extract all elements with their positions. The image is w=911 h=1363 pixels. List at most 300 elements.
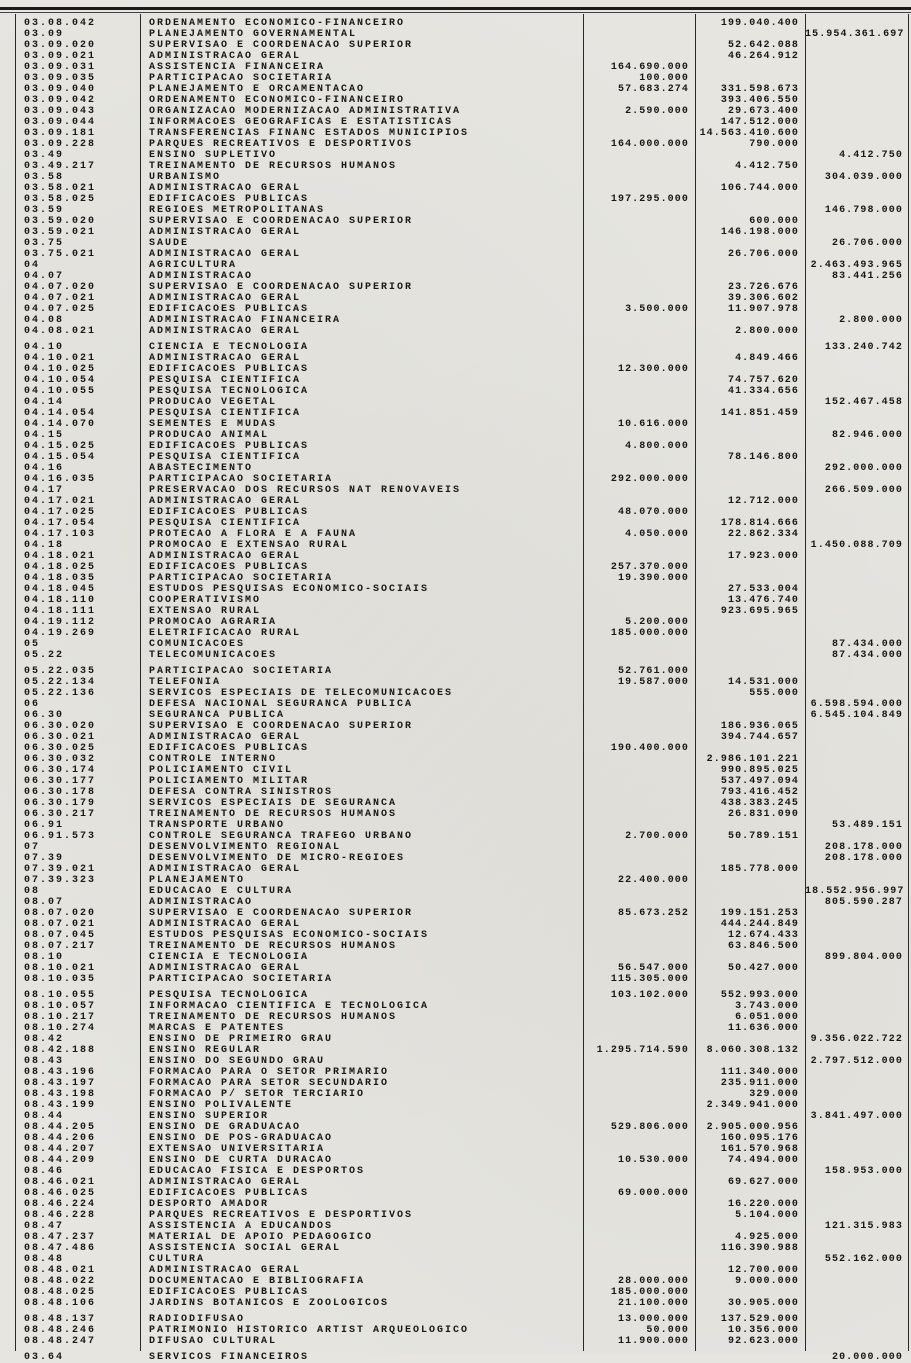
description-cell: PARQUES RECREATIVOS E DESPORTIVOS [149,1210,414,1221]
table-row [15,666,908,677]
code-cell: 03.09.043 [24,106,97,117]
table-row [15,1155,908,1166]
code-cell: 08.07.020 [24,908,97,919]
amount-col1-cell: 257.370.000 [610,562,689,573]
code-cell: 08.46.224 [24,1199,97,1210]
amount-col2-cell: 161.570.968 [720,1144,799,1155]
code-cell: 04.15 [24,430,65,441]
amount-col3-cell: 208.178.000 [824,853,903,864]
amount-col3-cell: 152.467.458 [824,397,903,408]
code-cell: 08.43.198 [24,1089,97,1100]
table-row [15,584,908,595]
amount-col2-cell: 2.905.000.956 [706,1122,799,1133]
code-cell: 08.48.246 [24,1325,97,1336]
description-cell: DESENVOLVIMENTO DE MICRO-REGIOES [149,853,406,864]
table-row [15,952,908,963]
description-cell: PARTICIPACAO SOCIETARIA [149,474,334,485]
description-cell: ENSINO DE CURTA DURACAO [149,1155,334,1166]
code-cell: 08.47 [24,1221,65,1232]
amount-col1-cell: 197.295.000 [610,194,689,205]
amount-col2-cell: 2.800.000 [735,326,799,337]
code-cell: 04.18.045 [24,584,97,595]
code-cell: 03.59.020 [24,216,97,227]
amount-col2-cell: 137.529.000 [720,1314,799,1325]
amount-col3-cell: 6.545.104.849 [810,710,903,721]
table-row [15,397,908,408]
table-row [15,1111,908,1122]
code-cell: 05.22.035 [24,666,97,677]
description-cell: ADMINISTRACAO GERAL [149,249,302,260]
code-cell: 04.18.021 [24,551,97,562]
amount-col1-cell: 19.390.000 [617,573,689,584]
description-cell: ELETRIFICACAO RURAL [149,628,302,639]
code-cell: 07.39 [24,853,65,864]
table-row [15,249,908,260]
table-row [15,452,908,463]
description-cell: ADMINISTRACAO GERAL [149,919,302,930]
code-cell: 04.08 [24,315,65,326]
code-cell: 04.16 [24,463,65,474]
description-cell: ENSINO DO SEGUNDO GRAU [149,1056,326,1067]
amount-col2-cell: 111.340.000 [720,1067,799,1078]
description-cell: MARCAS E PATENTES [149,1023,286,1034]
code-cell: 08.43.199 [24,1100,97,1111]
amount-col2-cell: 5.104.000 [735,1210,799,1221]
code-cell: 08.10.021 [24,963,97,974]
code-cell: 03.09.181 [24,128,97,139]
amount-col1-cell: 52.761.000 [617,666,689,677]
table-row [15,1276,908,1287]
description-cell: ASSISTENCIA SOCIAL GERAL [149,1243,342,1254]
code-cell: 04.10 [24,342,65,353]
description-cell: EDIFICACOES PUBLICAS [149,304,310,315]
description-cell: ENSINO SUPLETIVO [149,150,278,161]
description-cell: ENSINO POLIVALENTE [149,1100,294,1111]
code-cell: 04.18.025 [24,562,97,573]
table-row [15,326,908,337]
description-cell: EXTENSAO UNIVERSITARIA [149,1144,326,1155]
description-cell: ADMINISTRACAO GERAL [149,183,302,194]
description-cell: TRANSPORTE URBANO [149,820,286,831]
description-cell: COMUNICACOES [149,639,246,650]
description-cell: ESTUDOS PESQUISAS ECONOMICO-SOCIAIS [149,584,430,595]
table-row [15,18,908,29]
amount-col3-cell: 4.412.750 [839,150,903,161]
table-row [15,941,908,952]
table-row [15,776,908,787]
code-cell: 06.30.025 [24,743,97,754]
description-cell: EDIFICACOES PUBLICAS [149,194,310,205]
amount-col1-cell: 2.590.000 [625,106,689,117]
table-row [15,930,908,941]
code-cell: 03.75 [24,238,65,249]
amount-col2-cell: 555.000 [749,688,799,699]
code-cell: 04.19.112 [24,617,97,628]
table-row [15,128,908,139]
code-cell: 03.09.044 [24,117,97,128]
amount-col2-cell: 199.151.253 [720,908,799,919]
description-cell: ENSINO DE POS-GRADUACAO [149,1133,334,1144]
code-cell: 06.30.032 [24,754,97,765]
code-cell: 03.09.228 [24,139,97,150]
amount-col2-cell: 74.757.620 [727,375,799,386]
table-row [15,1001,908,1012]
table-row [15,765,908,776]
amount-col2-cell: 14.531.000 [727,677,799,688]
table-row [15,1287,908,1298]
amount-col2-cell: 41.334.656 [727,386,799,397]
table-row [15,1078,908,1089]
table-row [15,1045,908,1056]
description-cell: TELEFONIA [149,677,222,688]
table-row [15,419,908,430]
description-cell: ADMINISTRACAO GERAL [149,227,302,238]
description-cell: PLANEJAMENTO GOVERNAMENTAL [149,29,358,40]
amount-col2-cell: 106.744.000 [720,183,799,194]
code-cell: 06.30.020 [24,721,97,732]
amount-col2-cell: 2.349.941.000 [706,1100,799,1111]
code-cell: 06.30 [24,710,65,721]
code-cell: 07.39.021 [24,864,97,875]
amount-col2-cell: 199.040.400 [720,18,799,29]
amount-col3-cell: 82.946.000 [831,430,903,441]
table-row [15,293,908,304]
table-row [15,194,908,205]
amount-col2-cell: 160.095.176 [720,1133,799,1144]
amount-col2-cell: 16.220.000 [727,1199,799,1210]
table-row [15,875,908,886]
amount-col1-cell: 529.806.000 [610,1122,689,1133]
amount-col1-cell: 85.673.252 [617,908,689,919]
table-row [15,216,908,227]
amount-col1-cell: 19.587.000 [617,677,689,688]
table-row [15,441,908,452]
code-cell: 08.47.486 [24,1243,97,1254]
code-cell: 03.09.021 [24,51,97,62]
table-row [15,974,908,985]
amount-col1-cell: 3.500.000 [625,304,689,315]
amount-col3-cell: 87.434.000 [831,650,903,661]
amount-col1-cell: 48.070.000 [617,507,689,518]
amount-col3-cell: 15.954.361.697 [805,29,905,40]
code-cell: 08.47.237 [24,1232,97,1243]
code-cell: 04 [24,260,41,271]
code-cell: 06.30.179 [24,798,97,809]
amount-col2-cell: 329.000 [749,1089,799,1100]
table-row [15,161,908,172]
table-row [15,809,908,820]
table-row [15,743,908,754]
amount-col3-cell: 83.441.256 [831,271,903,282]
amount-col2-cell: 923.695.965 [720,606,799,617]
code-cell: 08.07.021 [24,919,97,930]
description-cell: PESQUISA CIENTIFICA [149,375,302,386]
table-row [15,1221,908,1232]
table-row [15,595,908,606]
amount-col2-cell: 78.146.800 [727,452,799,463]
table-row [15,1336,908,1347]
code-cell: 08 [24,886,41,897]
amount-col3-cell: 9.356.022.722 [810,1034,903,1045]
amount-col2-cell: 69.627.000 [727,1177,799,1188]
table-row [15,710,908,721]
table-row [15,897,908,908]
code-cell: 03.49.217 [24,161,97,172]
table-row [15,1067,908,1078]
code-cell: 08.43.196 [24,1067,97,1078]
description-cell: DEFESA CONTRA SINISTROS [149,787,334,798]
table-row [15,1210,908,1221]
amount-col1-cell: 28.000.000 [617,1276,689,1287]
description-cell: EDUCACAO E CULTURA [149,886,294,897]
amount-col2-cell: 12.700.000 [727,1265,799,1276]
description-cell: ENSINO DE PRIMEIRO GRAU [149,1034,334,1045]
amount-col2-cell: 185.778.000 [720,864,799,875]
table-row [15,732,908,743]
table-row [15,1144,908,1155]
code-cell: 08.42 [24,1034,65,1045]
table-row [15,106,908,117]
amount-col2-cell: 552.993.000 [720,990,799,1001]
amount-col3-cell: 3.841.497.000 [810,1111,903,1122]
amount-col2-cell: 2.986.101.221 [706,754,799,765]
amount-col2-cell: 12.712.000 [727,496,799,507]
description-cell: COOPERATIVISMO [149,595,262,606]
code-cell: 08.48.021 [24,1265,97,1276]
description-cell: PESQUISA TECNOLOGICA [149,386,310,397]
description-cell: ABASTECIMENTO [149,463,254,474]
amount-col2-cell: 52.642.088 [727,40,799,51]
code-cell: 08.44.207 [24,1144,97,1155]
description-cell: TRANSFERENCIAS FINANC ESTADOS MUNICIPIOS [149,128,470,139]
table-row [15,496,908,507]
table-row [15,551,908,562]
amount-col1-cell: 12.300.000 [617,364,689,375]
table-row [15,1100,908,1111]
table-row [15,919,908,930]
amount-col2-cell: 50.427.000 [727,963,799,974]
amount-col2-cell: 39.306.602 [727,293,799,304]
code-cell: 04.17.054 [24,518,97,529]
amount-col3-cell: 53.489.151 [831,820,903,831]
description-cell: ENSINO REGULAR [149,1045,262,1056]
table-row [15,386,908,397]
amount-col2-cell: 116.390.988 [720,1243,799,1254]
amount-col2-cell: 4.412.750 [735,161,799,172]
code-cell: 08.48.106 [24,1298,97,1309]
amount-col1-cell: 103.102.000 [610,990,689,1001]
description-cell: SUPERVISAO E COORDENACAO SUPERIOR [149,216,414,227]
amount-col2-cell: 600.000 [749,216,799,227]
description-cell: DESPORTO AMADOR [149,1199,270,1210]
table-row [15,1243,908,1254]
code-cell: 08.44.209 [24,1155,97,1166]
description-cell: CULTURA [149,1254,206,1265]
description-cell: AGRICULTURA [149,260,238,271]
description-cell: EDIFICACOES PUBLICAS [149,441,310,452]
code-cell: 08.48 [24,1254,65,1265]
table-row [15,562,908,573]
amount-col2-cell: 29.673.400 [727,106,799,117]
code-cell: 03.09.020 [24,40,97,51]
amount-col2-cell: 13.476.740 [727,595,799,606]
description-cell: PARTICIPACAO SOCIETARIA [149,573,334,584]
table-row [15,205,908,216]
amount-col1-cell: 185.000.000 [610,628,689,639]
amount-col3-cell: 805.590.287 [824,897,903,908]
amount-col2-cell: 11.907.978 [727,304,799,315]
description-cell: EDUCACAO FISICA E DESPORTOS [149,1166,366,1177]
description-cell: TREINAMENTO DE RECURSOS HUMANOS [149,1012,398,1023]
amount-col2-cell: 394.744.657 [720,732,799,743]
table-row [15,271,908,282]
description-cell: SERVICOS ESPECIAIS DE SEGURANCA [149,798,398,809]
amount-col2-cell: 74.494.000 [727,1155,799,1166]
amount-col2-cell: 23.726.676 [727,282,799,293]
code-cell: 08.44.206 [24,1133,97,1144]
table-row [15,688,908,699]
description-cell: ADMINISTRACAO GERAL [149,326,302,337]
table-row [15,139,908,150]
amount-col3-cell: 133.240.742 [824,342,903,353]
description-cell: SUPERVISAO E COORDENACAO SUPERIOR [149,908,414,919]
table-row [15,95,908,106]
amount-col1-cell: 13.000.000 [617,1314,689,1325]
table-row [15,304,908,315]
code-cell: 07.39.323 [24,875,97,886]
amount-col1-cell: 190.400.000 [610,743,689,754]
table-right-border [908,14,909,1351]
code-cell: 04.17.103 [24,529,97,540]
top-rule-secondary [0,12,911,13]
amount-col2-cell: 393.406.550 [720,95,799,106]
amount-col2-cell: 26.831.090 [727,809,799,820]
description-cell: ORDENAMENTO ECONOMICO-FINANCEIRO [149,18,406,29]
code-cell: 03.59 [24,205,65,216]
description-cell: PARQUES RECREATIVOS E DESPORTIVOS [149,139,414,150]
code-cell: 05.22 [24,650,65,661]
amount-col2-cell: 14.563.410.600 [699,128,799,139]
code-cell: 08.46.021 [24,1177,97,1188]
description-cell: PRODUCAO VEGETAL [149,397,278,408]
table-row [15,1265,908,1276]
amount-col2-cell: 27.533.004 [727,584,799,595]
description-cell: SUPERVISAO E COORDENACAO SUPERIOR [149,282,414,293]
amount-col3-cell: 1.450.088.709 [810,540,903,551]
amount-col2-cell: 17.923.000 [727,551,799,562]
description-cell: ORGANIZACAO MODERNIZACAO ADMINISTRATIVA [149,106,462,117]
amount-col1-cell: 5.200.000 [625,617,689,628]
amount-col3-cell: 2.800.000 [839,315,903,326]
table-row [15,51,908,62]
description-cell: DESENVOLVIMENTO REGIONAL [149,842,342,853]
amount-col2-cell: 146.198.000 [720,227,799,238]
code-cell: 04.14.054 [24,408,97,419]
code-cell: 04.10.054 [24,375,97,386]
description-cell: SUPERVISAO E COORDENACAO SUPERIOR [149,40,414,51]
description-cell: PESQUISA CIENTIFICA [149,518,302,529]
code-cell: 04.18.035 [24,573,97,584]
table-row [15,820,908,831]
amount-col1-cell: 164.000.000 [610,139,689,150]
table-row [15,183,908,194]
amount-col1-cell: 11.900.000 [617,1336,689,1347]
description-cell: JARDINS BOTANICOS E ZOOLOGICOS [149,1298,390,1309]
code-cell: 08.07.217 [24,941,97,952]
table-row [15,606,908,617]
amount-col2-cell: 46.264.912 [727,51,799,62]
table-row [15,408,908,419]
amount-col2-cell: 30.905.000 [727,1298,799,1309]
code-cell: 06.91.573 [24,831,97,842]
code-cell: 06.91 [24,820,65,831]
description-cell: URBANISMO [149,172,222,183]
code-cell: 08.43 [24,1056,65,1067]
amount-col3-cell: 6.598.594.000 [810,699,903,710]
table-row [15,84,908,95]
description-cell: CIENCIA E TECNOLOGIA [149,952,310,963]
code-cell: 08.46.025 [24,1188,97,1199]
table-row [15,238,908,249]
table-row [15,73,908,84]
amount-col2-cell: 4.849.466 [735,353,799,364]
amount-col2-cell: 12.674.433 [727,930,799,941]
description-cell: EDIFICACOES PUBLICAS [149,364,310,375]
code-cell: 08.10.035 [24,974,97,985]
amount-col2-cell: 444.244.849 [720,919,799,930]
table-row [15,831,908,842]
code-cell: 03.58.021 [24,183,97,194]
description-cell: MATERIAL DE APOIO PEDAGOGICO [149,1232,374,1243]
table-row [15,864,908,875]
code-cell: 08.46.228 [24,1210,97,1221]
description-cell: FORMACAO PARA O SETOR PRIMARIO [149,1067,390,1078]
code-cell: 08.44 [24,1111,65,1122]
amount-col1-cell: 57.683.274 [617,84,689,95]
code-cell: 03.09.042 [24,95,97,106]
description-cell: FORMACAO P/ SETOR TERCIARIO [149,1089,366,1100]
budget-table [15,14,908,1363]
amount-col2-cell: 790.000 [749,139,799,150]
description-cell: ADMINISTRACAO GERAL [149,551,302,562]
amount-col2-cell: 8.060.308.132 [706,1045,799,1056]
table-row [15,260,908,271]
amount-col2-cell: 22.862.334 [727,529,799,540]
amount-col2-cell: 147.512.000 [720,117,799,128]
amount-col1-cell: 50.000 [646,1325,689,1336]
description-cell: PROTECAO A FLORA E A FAUNA [149,529,358,540]
code-cell: 04.08.021 [24,326,97,337]
code-cell: 06.30.178 [24,787,97,798]
table-row [15,364,908,375]
description-cell: TREINAMENTO DE RECURSOS HUMANOS [149,161,398,172]
table-row [15,1122,908,1133]
table-row [15,617,908,628]
table-row [15,150,908,161]
description-cell: DOCUMENTACAO E BIBLIOGRAFIA [149,1276,366,1287]
description-cell: ESTUDOS PESQUISAS ECONOMICO-SOCIAIS [149,930,430,941]
description-cell: SERVICOS ESPECIAIS DE TELECOMUNICACOES [149,688,454,699]
code-cell: 04.18.110 [24,595,97,606]
table-row [15,375,908,386]
table-row [15,1298,908,1309]
amount-col2-cell: 141.851.459 [720,408,799,419]
table-row [15,1133,908,1144]
description-cell: SEMENTES E MUDAS [149,419,278,430]
table-row [15,908,908,919]
description-cell: ENSINO DE GRADUACAO [149,1122,302,1133]
description-cell: PROMOCAO AGRARIA [149,617,278,628]
